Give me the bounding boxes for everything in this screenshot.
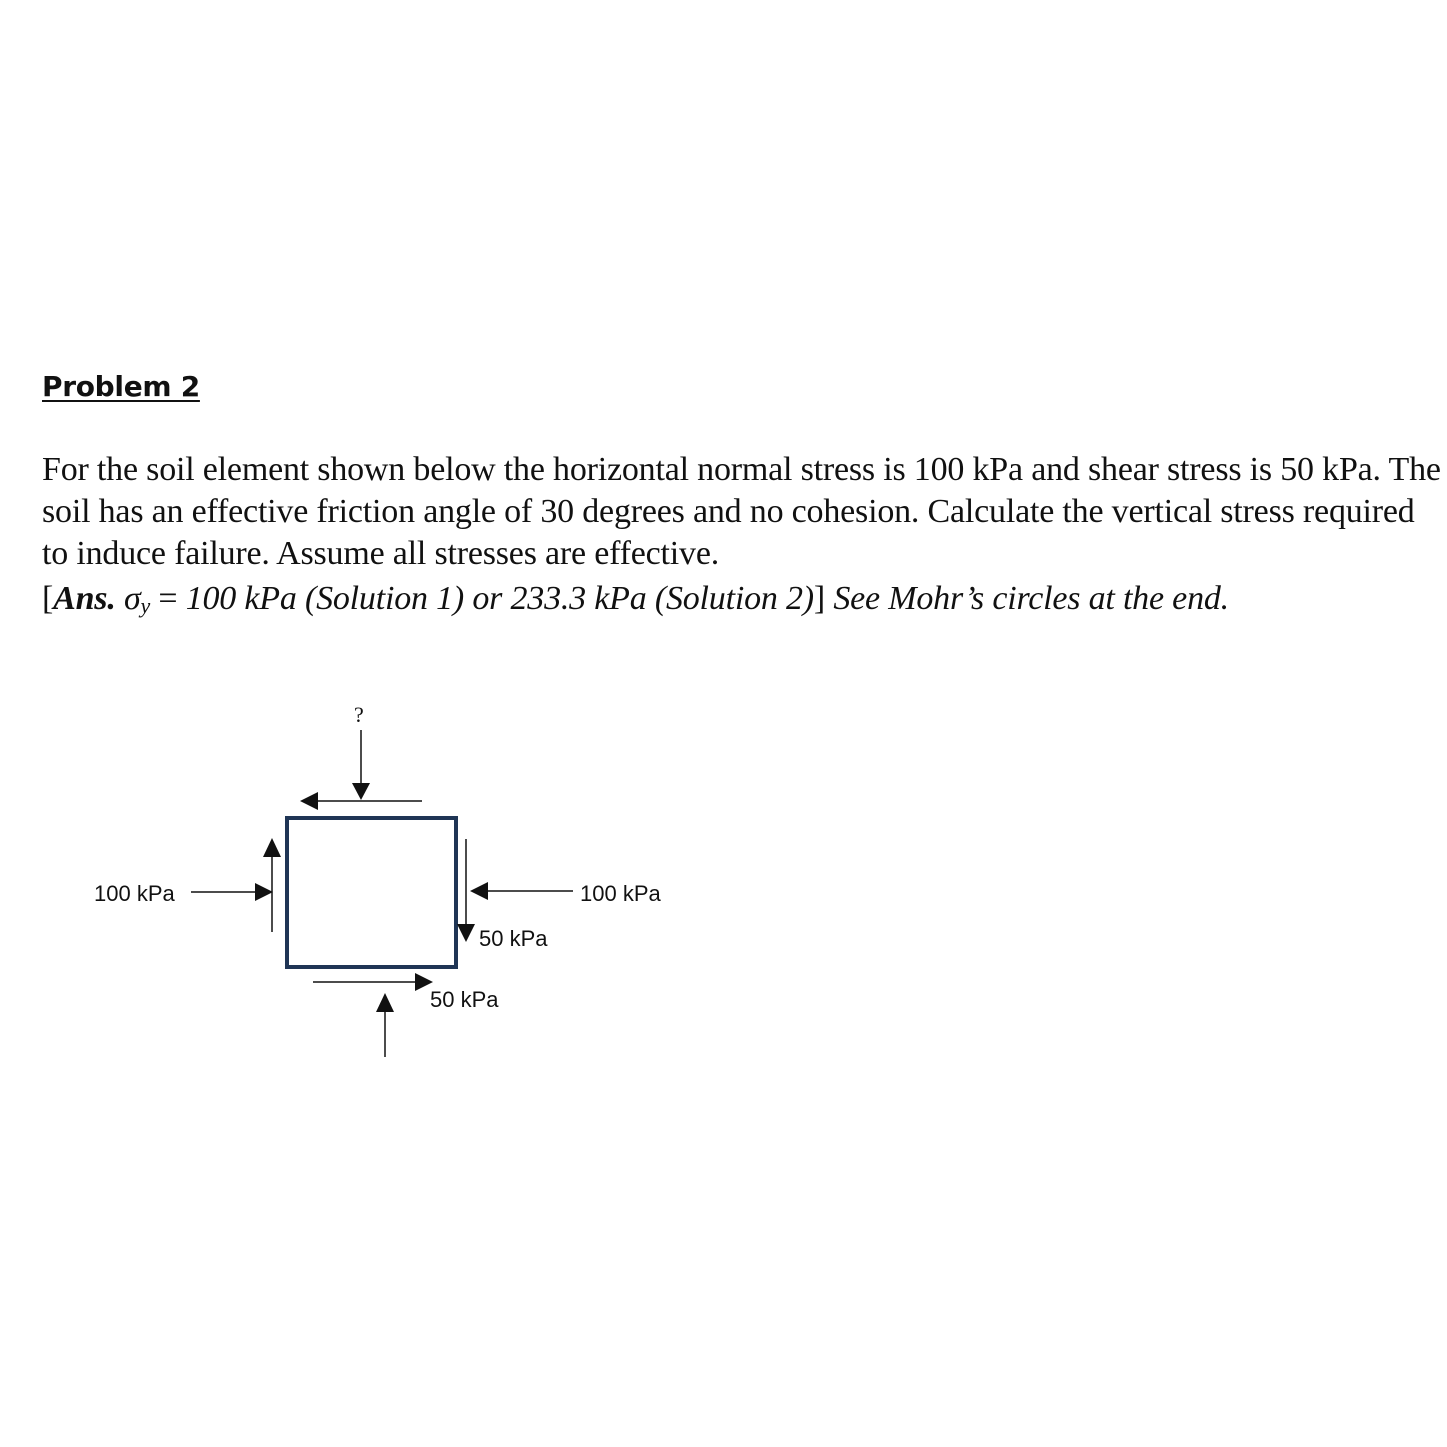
- bottom-shear-label: 50 kPa: [430, 987, 499, 1012]
- answer-note: See Mohr’s circles at the end.: [833, 580, 1229, 617]
- problem-statement: For the soil element shown below the horizontal normal stress is 100 kPa and shear stress is 50 kPa. The soil has an effective friction angle of 30 degrees and no cohesion. Calculate the vertical stress required to induce failure. Assume all stresses are effective.: [42, 451, 1441, 572]
- vertical-stress-arrowhead: [352, 783, 370, 800]
- answer-open-bracket: [: [42, 580, 54, 617]
- answer-subscript: y: [140, 593, 151, 618]
- answer-value: 100 kPa (Solution 1) or 233.3 kPa (Solution 2): [185, 580, 814, 617]
- right-normal-label: 100 kPa: [580, 881, 661, 906]
- answer-prefix: Ans.: [53, 580, 116, 617]
- answer-equals: =: [150, 580, 186, 617]
- stress-element-diagram: [0, 690, 720, 1070]
- left-normal-label: 100 kPa: [94, 881, 175, 906]
- soil-element: [287, 818, 456, 967]
- answer-line: [42, 578, 1229, 620]
- right-shear-arrowhead: [457, 924, 475, 942]
- right-shear-label: 50 kPa: [479, 926, 548, 951]
- answer-close-bracket: ]: [813, 580, 826, 617]
- top-shear-arrowhead: [300, 792, 318, 810]
- bottom-vertical-arrowhead: [376, 993, 394, 1012]
- left-shear-arrowhead: [263, 838, 281, 857]
- vertical-stress-label: ?: [354, 702, 364, 727]
- answer-symbol: σ: [123, 580, 141, 617]
- problem-heading: Problem 2: [42, 370, 200, 403]
- right-normal-arrowhead: [470, 882, 488, 900]
- left-normal-arrowhead: [255, 883, 273, 901]
